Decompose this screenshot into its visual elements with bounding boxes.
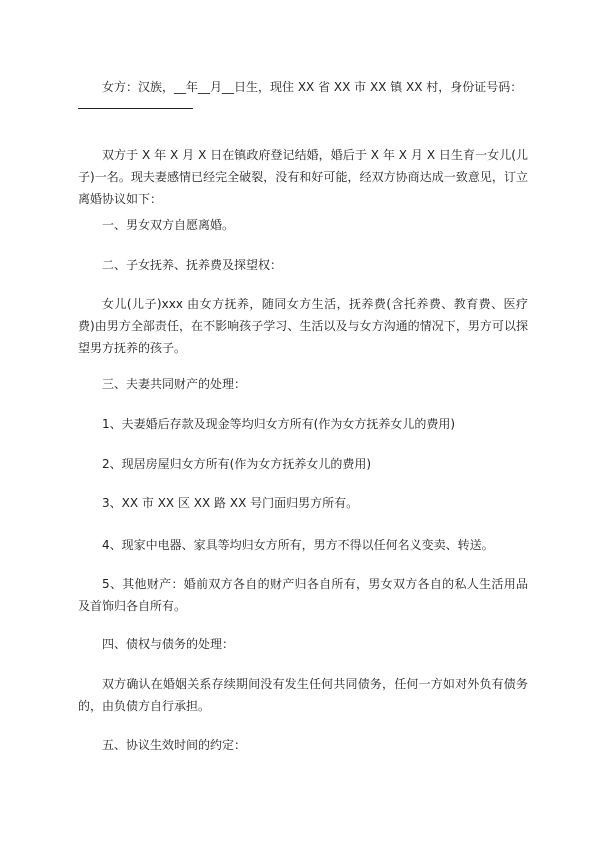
section-2-heading: 二、子女抚养、抚养费及探望权： — [102, 258, 283, 272]
wife-info-paragraph: 女方：汉族，__年__月__日生，现住 XX 省 XX 市 XX 镇 XX 村，身份证号码： — [102, 80, 523, 94]
property-item-4: 4、现家中电器、家具等均归女方所有，男方不得以任何名义变卖、转送。 — [102, 538, 494, 552]
section-3-heading: 三、夫妻共同财产的处理： — [102, 377, 247, 391]
section-5-heading: 五、协议生效时间的约定： — [102, 738, 247, 752]
property-item-1: 1、夫妻婚后存款及现金等均归女方所有(作为女方抚养女儿的费用) — [102, 417, 456, 431]
property-item-3: 3、XX 市 XX 区 XX 路 XX 号门面归男方所有。 — [102, 496, 359, 510]
marriage-statement-paragraph: 双方于 X 年 X 月 X 日在镇政府登记结婚，婚后于 X 年 X 月 X 日生育一女儿(儿子)一名。现夫妻感情已经完全破裂，没有和好可能，经双方协商达成一致意见，订立离婚协议如下： — [78, 148, 528, 206]
debt-paragraph: 双方确认在婚姻关系存续期间没有发生任何共同债务，任何一方如对外负有债务的，由负债方自行承担。 — [78, 677, 528, 713]
id-number-blank-line — [78, 108, 193, 109]
section-4-heading: 四、债权与债务的处理： — [102, 637, 235, 651]
property-item-5: 5、其他财产：婚前双方各自的财产归各自所有，男女双方各自的私人生活用品及首饰归各自所有。 — [78, 577, 528, 613]
property-item-2: 2、现居房屋归女方所有(作为女方抚养女儿的费用) — [102, 457, 371, 471]
section-1-heading: 一、男女双方自愿离婚。 — [102, 218, 235, 232]
child-custody-paragraph: 女儿(儿子)xxx 由女方抚养，随同女方生活，抚养费(含托养费、教育费、医疗费)由男方全部责任，在不影响孩子学习、生活以及与女方沟通的情况下，男方可以探望男方抚养的孩子。 — [78, 297, 528, 355]
